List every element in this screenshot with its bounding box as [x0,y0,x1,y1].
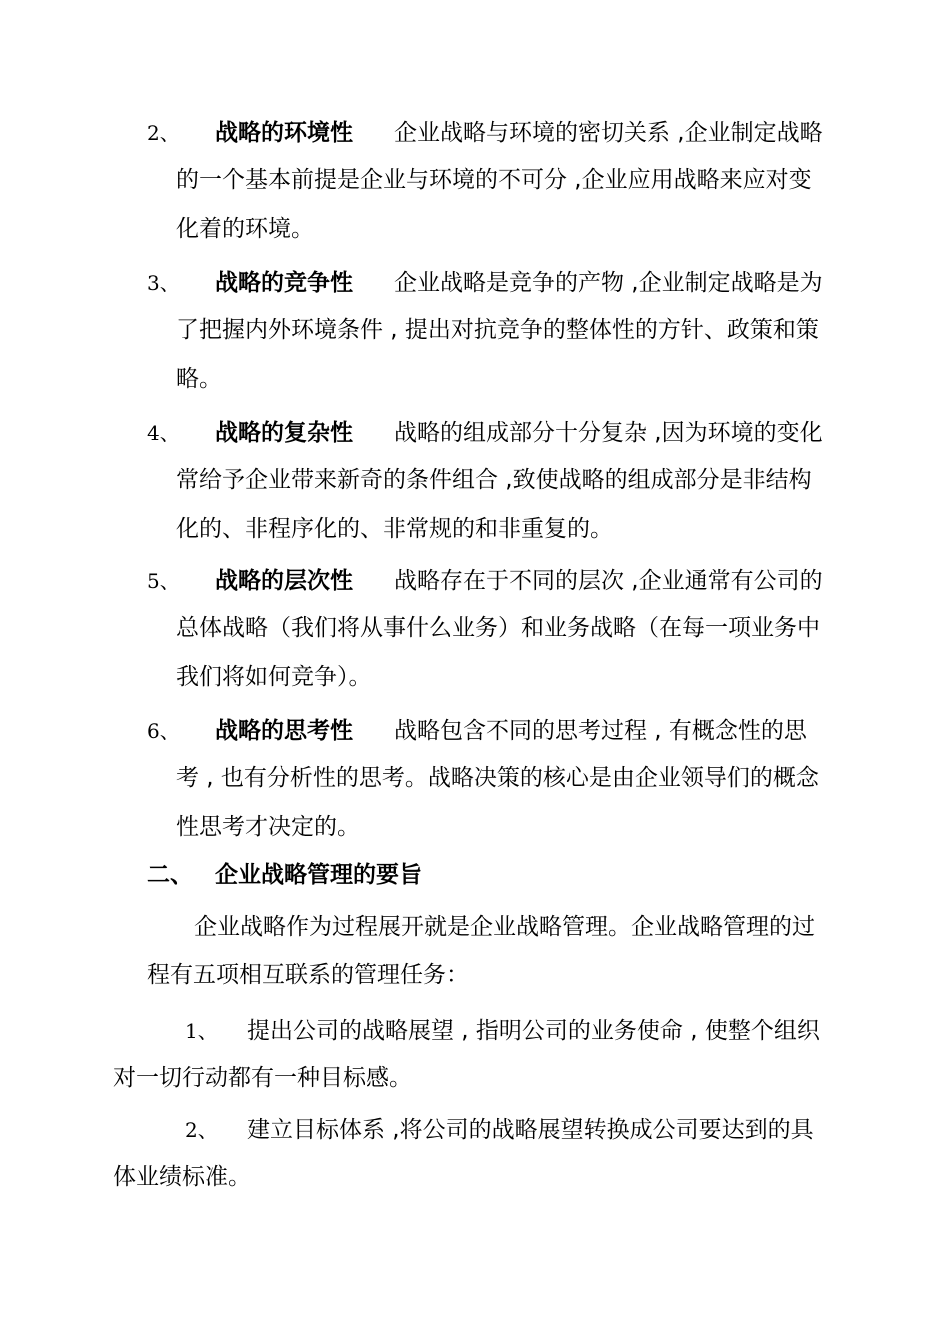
task-text-line: 对一切行动都有一种目标感。 [113,1065,412,1091]
section-number: 二、 [147,862,193,888]
item-text-line: 总体战略（我们将从事什么业务）和业务战略（在每一项业务中 [176,615,820,641]
item-heading: 战略的复杂性 [215,420,353,446]
section-title: 企业战略管理的要旨 [215,862,422,888]
paragraph-line: 程有五项相互联系的管理任务： [147,962,469,988]
item-number: 5、 [147,569,180,593]
paragraph-line: 企业战略作为过程展开就是企业战略管理。企业战略管理的过 [194,914,815,940]
item-text-line: 我们将如何竞争）。 [176,664,372,690]
item-number: 3、 [147,271,180,295]
item-text-line: 化的、非程序化的、非常规的和非重复的。 [176,516,613,542]
task-text-line: 建立目标体系 ,将公司的战略展望转换成公司要达到的具 [247,1117,814,1143]
item-text-line: 战略存在于不同的层次 ,企业通常有公司的 [394,568,823,594]
item-heading: 战略的竞争性 [215,270,353,296]
item-text-line: 了把握内外环境条件 , 提出对抗竞争的整体性的方针、政策和策 [176,317,819,343]
item-text-line: 略。 [176,366,222,392]
item-text-line: 企业战略是竞争的产物 ,企业制定战略是为 [394,270,823,296]
item-text-line: 战略的组成部分十分复杂 ,因为环境的变化 [394,420,823,446]
item-text-line: 性思考才决定的。 [176,814,360,840]
item-heading: 战略的环境性 [215,120,353,146]
task-text-line: 体业绩标准。 [113,1164,251,1190]
task-number: 2、 [185,1118,218,1142]
item-text-line: 战略包含不同的思考过程 , 有概念性的思 [394,718,807,744]
item-text-line: 企业战略与环境的密切关系 ,企业制定战略 [394,120,823,146]
item-number: 4、 [147,421,180,445]
item-text-line: 化着的环境。 [176,216,314,242]
item-text-line: 考 , 也有分析性的思考。战略决策的核心是由企业领导们的概念 [176,765,819,791]
item-number: 6、 [147,719,180,743]
item-number: 2、 [147,121,180,145]
item-text-line: 常给予企业带来新奇的条件组合 ,致使战略的组成部分是非结构 [176,467,812,493]
task-text-line: 提出公司的战略展望 , 指明公司的业务使命 , 使整个组织 [247,1018,820,1044]
item-text-line: 的一个基本前提是企业与环境的不可分 ,企业应用战略来应对变 [176,167,812,193]
task-number: 1、 [185,1019,218,1043]
item-heading: 战略的层次性 [215,568,353,594]
item-heading: 战略的思考性 [215,718,353,744]
